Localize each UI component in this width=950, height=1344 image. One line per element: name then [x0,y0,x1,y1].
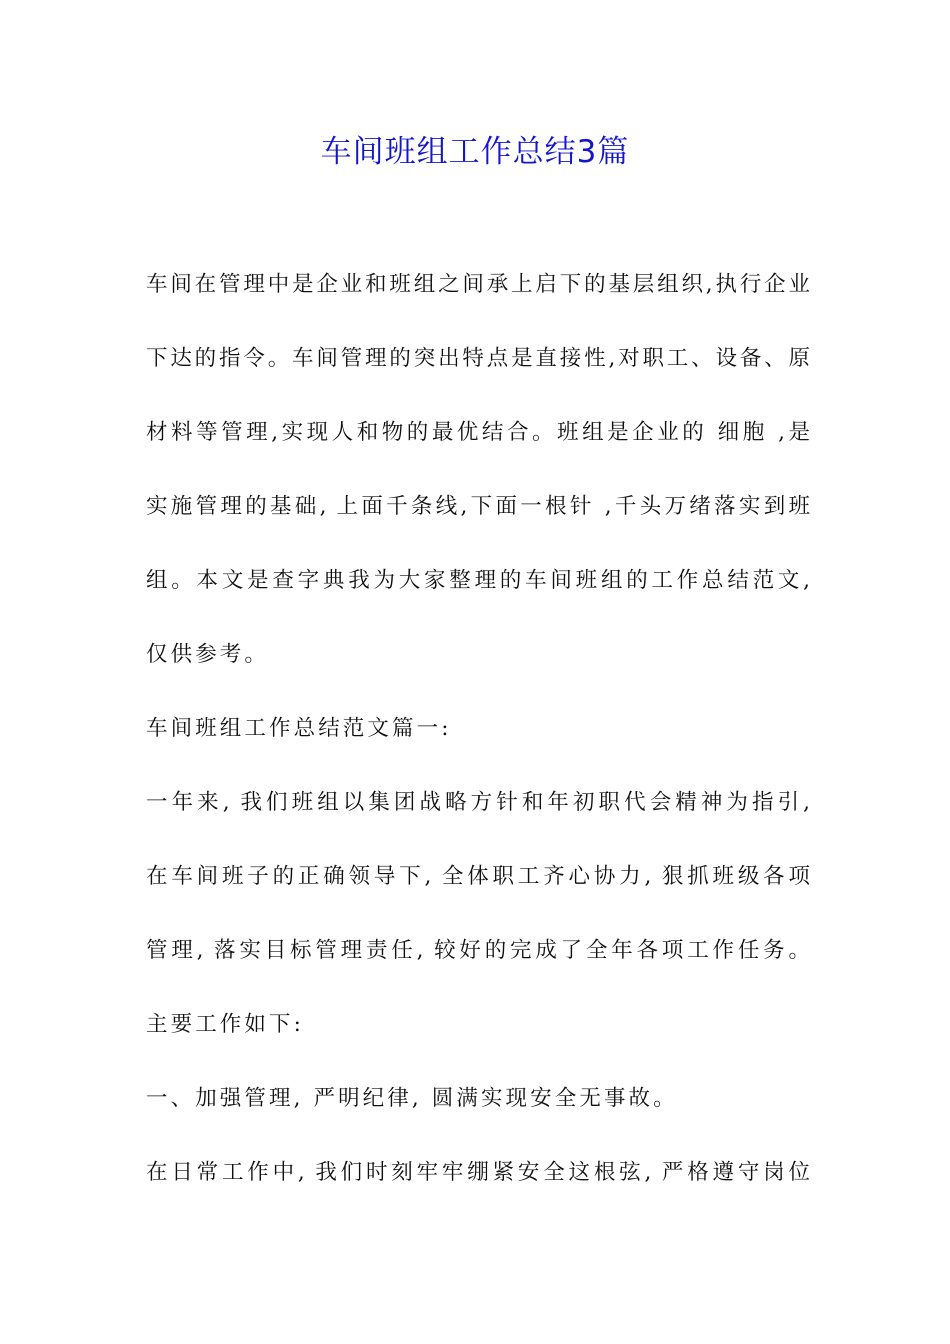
paragraph-line: 管理, 落实目标管理责任, 较好的完成了全年各项工作任务。 [146,938,810,963]
paragraph-line: 下达的指令。车间管理的突出特点是直接性,对职工、设备、原 [146,346,810,371]
paragraph-line: 在车间班子的正确领导下, 全体职工齐心协力, 狠抓班级各项 [146,864,810,889]
section-heading: 车间班组工作总结范文篇一: [146,716,452,741]
paragraph-line: 仅供参考。 [146,642,270,667]
paragraph-line: 组。本文是查字典我为大家整理的车间班组的工作总结范文, [146,568,810,593]
paragraph-line: 主要工作如下: [146,1012,304,1037]
paragraph-line: 车间在管理中是企业和班组之间承上启下的基层组织,执行企业 [146,272,810,297]
document-title: 车间班组工作总结3篇 [320,134,630,170]
paragraph-line: 在日常工作中, 我们时刻牢牢绷紧安全这根弦, 严格遵守岗位 [146,1160,810,1185]
paragraph-line: 一年来, 我们班组以集团战略方针和年初职代会精神为指引, [146,790,810,815]
paragraph-line: 材料等管理,实现人和物的最优结合。班组是企业的 细胞 ,是 [146,420,810,445]
paragraph-line: 实施管理的基础, 上面千条线,下面一根针 ,千头万绪落实到班 [146,494,810,519]
subsection-heading: 一、加强管理, 严明纪律, 圆满实现安全无事故。 [146,1086,678,1111]
